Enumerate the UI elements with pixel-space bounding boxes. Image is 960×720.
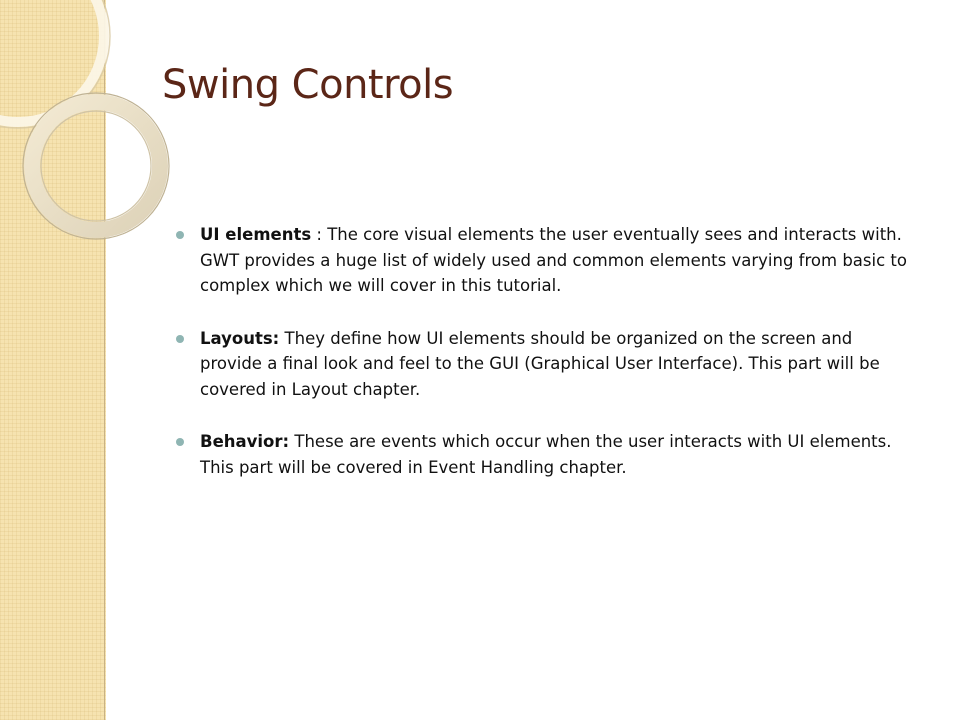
bullet-dot-icon [176,438,184,446]
bullet-item-layouts [176,326,916,403]
bullet-item-behavior [176,429,916,480]
slide-title: Swing Controls [162,62,454,108]
bullet-dot-icon [176,335,184,343]
decorative-circles [0,0,120,260]
decorative-ring-middle [32,102,160,230]
decorative-ring-middle-inner [41,111,151,221]
bullet-text: : The core visual elements the user eventually sees and interacts with. GWT provides a huge list of widely used and common elements varying from basic to complex which we will cover in this tutorial. [200,225,907,295]
bullet-term: Behavior: [200,432,290,451]
bullet-term: UI elements [200,225,312,244]
bullet-list [176,222,916,507]
bullet-item-ui-elements [176,222,916,299]
bullet-text: They define how UI elements should be organized on the screen and provide a final look and feel to the GUI (Graphical User Interface). This part will be covered in Layout chapter. [200,328,880,399]
bullet-term: Layouts: [200,328,280,348]
bullet-dot-icon [176,231,184,239]
bullet-text: These are events which occur when the user interacts with UI elements. This part will be covered in Event Handling chapter. [200,432,892,477]
